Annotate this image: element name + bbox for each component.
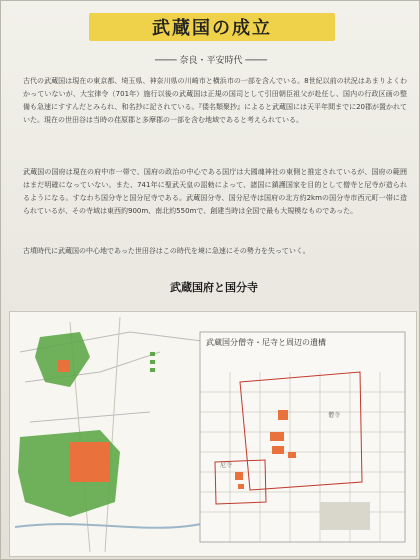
paragraph-1: 古代の武蔵国は現在の東京都、埼玉県、神奈川県の川崎市と横浜市の一部を含んでいる。8世紀以前の状況はあまりよくわかっていないが、大宝律令（701年）施行以後の武蔵国は正規の国司として引田朝臣祖父が赴任し、国内の行政区画の整備も急速にすすんだとみられ、和名抄に記されている。『倭名類聚抄』によると武蔵国には天平年間までに20郡が置かれていた。現在の世田谷は当時の荏原郡と多摩郡の一部を含む地域であると考えられている。 [23,77,407,124]
label-niji: 尼寺 [220,462,233,469]
map-inset-title: 武蔵国分僧寺・尼寺と周辺の遺構 [206,338,326,347]
left-area-map [15,317,210,552]
section-subtitle: ──── 奈良・平安時代 ──── [154,56,268,66]
page-title: 武蔵国の成立 [152,18,272,39]
map-drawing [10,312,416,556]
label-souji: 僧寺 [328,412,341,419]
green-area-north [35,332,90,387]
paragraph-2: 武蔵国の国府は現在の府中市一帯で、国府の政治の中心である国庁は大國魂神社の東側と推定されているが、国府の範囲はまだ明確になっていない。また、741年に聖武天皇の詔勅によって、諸国に鎮護国家を目的として僧寺と尼寺が造られるようになる。すなわち国分寺と国分尼寺である。武蔵国分寺、国分尼寺は国府の北方約2kmの国分寺市西元町一帯に造られているが、その寺域は東西約900m、南北約550mで、創建当時は全国で最も大規模なものであった。 [23,168,407,215]
section-subtitle-text: 奈良・平安時代 [179,56,243,66]
orange-site-north [58,360,70,372]
map-panel [9,311,417,557]
title-band [89,13,335,41]
right-detail-map [200,332,405,542]
orange-site-south [70,442,110,482]
paragraph-3: 古墳時代に武蔵国の中心地であった世田谷はこの時代を境に急速にその勢力を失っていく。 [23,247,310,255]
section-title-kokufu: 武蔵国府と国分寺 [170,281,258,294]
